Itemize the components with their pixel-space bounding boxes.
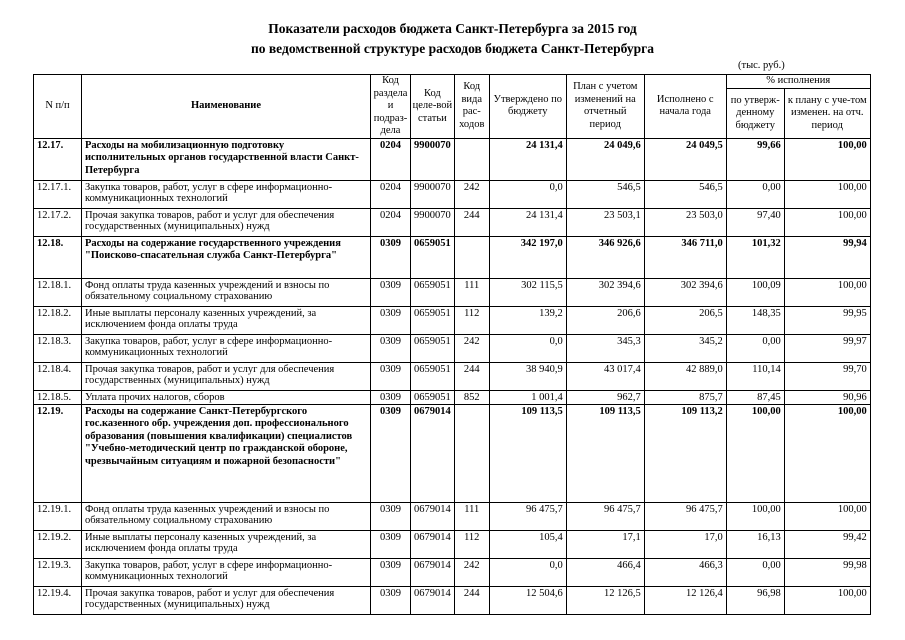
row-name: Фонд оплаты труда казенных учреждений и взносы по обязательному социальному страхованию — [82, 278, 371, 306]
table-row — [34, 390, 871, 404]
row-number: 12.17.1. — [34, 180, 82, 208]
row-number: 12.17. — [34, 138, 82, 180]
row-name: Фонд оплаты труда казенных учреждений и взносы по обязательному социальному страхованию — [82, 502, 371, 530]
row-pct-approved: 100,00 — [726, 502, 784, 530]
row-number: 12.18. — [34, 236, 82, 278]
header-pct-approved: по утверж-денному бюджету — [726, 89, 784, 138]
row-approved: 105,4 — [489, 530, 566, 558]
row-name: Иные выплаты персоналу казенных учреждений, за исключением фонда оплаты труда — [82, 306, 371, 334]
row-target-code: 0679014 — [411, 404, 455, 502]
row-plan: 962,7 — [566, 390, 644, 404]
row-approved: 342 197,0 — [489, 236, 566, 278]
table-row — [34, 236, 871, 278]
table-row — [34, 530, 871, 558]
table-row — [34, 208, 871, 236]
row-approved: 0,0 — [489, 558, 566, 586]
budget-table — [33, 74, 871, 615]
row-executed: 12 126,4 — [644, 586, 726, 614]
row-type-code: 112 — [454, 306, 489, 334]
row-pct-plan: 90,96 — [784, 390, 870, 404]
row-number: 12.18.3. — [34, 334, 82, 362]
row-plan: 302 394,6 — [566, 278, 644, 306]
row-plan: 345,3 — [566, 334, 644, 362]
row-target-code: 0659051 — [411, 362, 455, 390]
row-section-code: 0309 — [371, 278, 411, 306]
row-type-code — [454, 138, 489, 180]
row-number: 12.18.1. — [34, 278, 82, 306]
row-pct-plan: 99,95 — [784, 306, 870, 334]
row-executed: 24 049,5 — [644, 138, 726, 180]
table-row — [34, 306, 871, 334]
row-section-code: 0309 — [371, 558, 411, 586]
row-pct-approved: 0,00 — [726, 180, 784, 208]
table-row — [34, 502, 871, 530]
row-name: Закупка товаров, работ, услуг в сфере информационно-коммуникационных технологий — [82, 180, 371, 208]
row-name: Расходы на мобилизационную подготовку исполнительных органов государственной власти Санкт-Петербурга — [82, 138, 371, 180]
row-target-code: 0659051 — [411, 306, 455, 334]
row-section-code: 0309 — [371, 334, 411, 362]
row-target-code: 0659051 — [411, 390, 455, 404]
header-pct-plan: к плану с уче-том изменен. на отч. период — [784, 89, 870, 138]
row-type-code: 244 — [454, 362, 489, 390]
row-number: 12.17.2. — [34, 208, 82, 236]
row-plan: 466,4 — [566, 558, 644, 586]
row-section-code: 0309 — [371, 306, 411, 334]
row-pct-plan: 100,00 — [784, 404, 870, 502]
row-executed: 42 889,0 — [644, 362, 726, 390]
row-pct-plan: 99,97 — [784, 334, 870, 362]
row-number: 12.19. — [34, 404, 82, 502]
row-pct-approved: 0,00 — [726, 334, 784, 362]
row-type-code: 244 — [454, 208, 489, 236]
row-plan: 12 126,5 — [566, 586, 644, 614]
row-name: Расходы на содержание государственного учреждения "Поисково-спасательная служба Санкт-Петербурга" — [82, 236, 371, 278]
header-type-code: Код вида рас-ходов — [454, 75, 489, 139]
row-section-code: 0309 — [371, 236, 411, 278]
row-plan: 24 049,6 — [566, 138, 644, 180]
header-target-code: Код целе-вой статьи — [411, 75, 455, 139]
row-approved: 1 001,4 — [489, 390, 566, 404]
row-type-code: 244 — [454, 586, 489, 614]
row-number: 12.19.3. — [34, 558, 82, 586]
row-name: Прочая закупка товаров, работ и услуг для обеспечения государственных (муниципальных) нужд — [82, 208, 371, 236]
row-name: Прочая закупка товаров, работ и услуг для обеспечения государственных (муниципальных) нужд — [82, 362, 371, 390]
row-pct-plan: 99,98 — [784, 558, 870, 586]
row-target-code: 9900070 — [411, 138, 455, 180]
table-row — [34, 334, 871, 362]
row-executed: 17,0 — [644, 530, 726, 558]
header-name: Наименование — [82, 75, 371, 139]
row-target-code: 0659051 — [411, 278, 455, 306]
row-type-code: 111 — [454, 278, 489, 306]
row-pct-plan: 100,00 — [784, 502, 870, 530]
row-type-code — [454, 404, 489, 502]
header-executed: Исполнено с начала года — [644, 75, 726, 139]
row-target-code: 0679014 — [411, 558, 455, 586]
row-pct-approved: 99,66 — [726, 138, 784, 180]
row-type-code: 852 — [454, 390, 489, 404]
row-pct-plan: 100,00 — [784, 180, 870, 208]
row-target-code: 9900070 — [411, 208, 455, 236]
row-plan: 43 017,4 — [566, 362, 644, 390]
row-pct-plan: 100,00 — [784, 138, 870, 180]
row-number: 12.19.2. — [34, 530, 82, 558]
row-executed: 96 475,7 — [644, 502, 726, 530]
row-pct-plan: 99,42 — [784, 530, 870, 558]
header-pct-group: % исполнения — [726, 75, 870, 89]
row-executed: 206,5 — [644, 306, 726, 334]
row-approved: 0,0 — [489, 180, 566, 208]
row-pct-approved: 96,98 — [726, 586, 784, 614]
row-target-code: 0679014 — [411, 586, 455, 614]
document-subtitle: по ведомственной структуре расходов бюджета Санкт-Петербурга — [250, 41, 655, 56]
row-pct-approved: 97,40 — [726, 208, 784, 236]
row-approved: 24 131,4 — [489, 208, 566, 236]
row-pct-approved: 0,00 — [726, 558, 784, 586]
row-approved: 302 115,5 — [489, 278, 566, 306]
table-row — [34, 362, 871, 390]
row-plan: 346 926,6 — [566, 236, 644, 278]
header-approved: Утверждено по бюджету — [489, 75, 566, 139]
table-row — [34, 278, 871, 306]
row-approved: 96 475,7 — [489, 502, 566, 530]
row-pct-plan: 100,00 — [784, 278, 870, 306]
document-title: Показатели расходов бюджета Санкт-Петербурга за 2015 год — [268, 21, 637, 36]
row-plan: 206,6 — [566, 306, 644, 334]
table-row — [34, 586, 871, 614]
row-name: Уплата прочих налогов, сборов — [82, 390, 371, 404]
row-executed: 346 711,0 — [644, 236, 726, 278]
header-num: N п/п — [34, 75, 82, 139]
row-name: Иные выплаты персоналу казенных учреждений, за исключением фонда оплаты труда — [82, 530, 371, 558]
row-pct-plan: 99,70 — [784, 362, 870, 390]
row-name: Расходы на содержание Санкт-Петербургского гос.казенного обр. учреждения доп. профессионального образования (повышения квалификации) специалистов "Учебно-методический центр по гражданской обороне, чрезвычайным ситуациям и пожарной безопасности" — [82, 404, 371, 502]
row-section-code: 0204 — [371, 138, 411, 180]
row-pct-approved: 148,35 — [726, 306, 784, 334]
row-section-code: 0309 — [371, 362, 411, 390]
row-target-code: 0679014 — [411, 530, 455, 558]
row-target-code: 9900070 — [411, 180, 455, 208]
row-pct-approved: 100,09 — [726, 278, 784, 306]
row-section-code: 0309 — [371, 502, 411, 530]
row-section-code: 0204 — [371, 208, 411, 236]
row-section-code: 0309 — [371, 586, 411, 614]
row-approved: 0,0 — [489, 334, 566, 362]
row-executed: 875,7 — [644, 390, 726, 404]
header-section-code: Код раздела и подраз-дела — [371, 75, 411, 139]
row-type-code: 111 — [454, 502, 489, 530]
row-executed: 23 503,0 — [644, 208, 726, 236]
table-row — [34, 138, 871, 180]
row-approved: 38 940,9 — [489, 362, 566, 390]
row-pct-plan: 99,94 — [784, 236, 870, 278]
row-pct-approved: 110,14 — [726, 362, 784, 390]
row-executed: 345,2 — [644, 334, 726, 362]
row-type-code — [454, 236, 489, 278]
row-section-code: 0309 — [371, 530, 411, 558]
row-type-code: 242 — [454, 558, 489, 586]
row-approved: 24 131,4 — [489, 138, 566, 180]
units-label: (тыс. руб.) — [738, 60, 785, 71]
row-pct-approved: 100,00 — [726, 404, 784, 502]
row-plan: 109 113,5 — [566, 404, 644, 502]
row-name: Закупка товаров, работ, услуг в сфере информационно-коммуникационных технологий — [82, 558, 371, 586]
table-body — [34, 138, 871, 614]
row-type-code: 242 — [454, 180, 489, 208]
row-executed: 546,5 — [644, 180, 726, 208]
row-name: Прочая закупка товаров, работ и услуг для обеспечения государственных (муниципальных) нужд — [82, 586, 371, 614]
row-number: 12.18.5. — [34, 390, 82, 404]
row-plan: 96 475,7 — [566, 502, 644, 530]
row-approved: 12 504,6 — [489, 586, 566, 614]
table-row — [34, 558, 871, 586]
row-target-code: 0659051 — [411, 334, 455, 362]
row-executed: 466,3 — [644, 558, 726, 586]
row-pct-plan: 100,00 — [784, 208, 870, 236]
table-row — [34, 180, 871, 208]
row-approved: 139,2 — [489, 306, 566, 334]
row-target-code: 0659051 — [411, 236, 455, 278]
row-plan: 23 503,1 — [566, 208, 644, 236]
header-plan: План с учетом изменений на отчетный период — [566, 75, 644, 139]
row-section-code: 0309 — [371, 390, 411, 404]
row-number: 12.19.1. — [34, 502, 82, 530]
row-approved: 109 113,5 — [489, 404, 566, 502]
table-row — [34, 404, 871, 502]
row-plan: 546,5 — [566, 180, 644, 208]
row-plan: 17,1 — [566, 530, 644, 558]
row-target-code: 0679014 — [411, 502, 455, 530]
row-pct-approved: 16,13 — [726, 530, 784, 558]
row-section-code: 0204 — [371, 180, 411, 208]
row-pct-approved: 87,45 — [726, 390, 784, 404]
row-pct-plan: 100,00 — [784, 586, 870, 614]
row-pct-approved: 101,32 — [726, 236, 784, 278]
row-type-code: 112 — [454, 530, 489, 558]
row-executed: 302 394,6 — [644, 278, 726, 306]
row-section-code: 0309 — [371, 404, 411, 502]
row-number: 12.19.4. — [34, 586, 82, 614]
row-executed: 109 113,2 — [644, 404, 726, 502]
row-type-code: 242 — [454, 334, 489, 362]
row-name: Закупка товаров, работ, услуг в сфере информационно-коммуникационных технологий — [82, 334, 371, 362]
row-number: 12.18.2. — [34, 306, 82, 334]
row-number: 12.18.4. — [34, 362, 82, 390]
